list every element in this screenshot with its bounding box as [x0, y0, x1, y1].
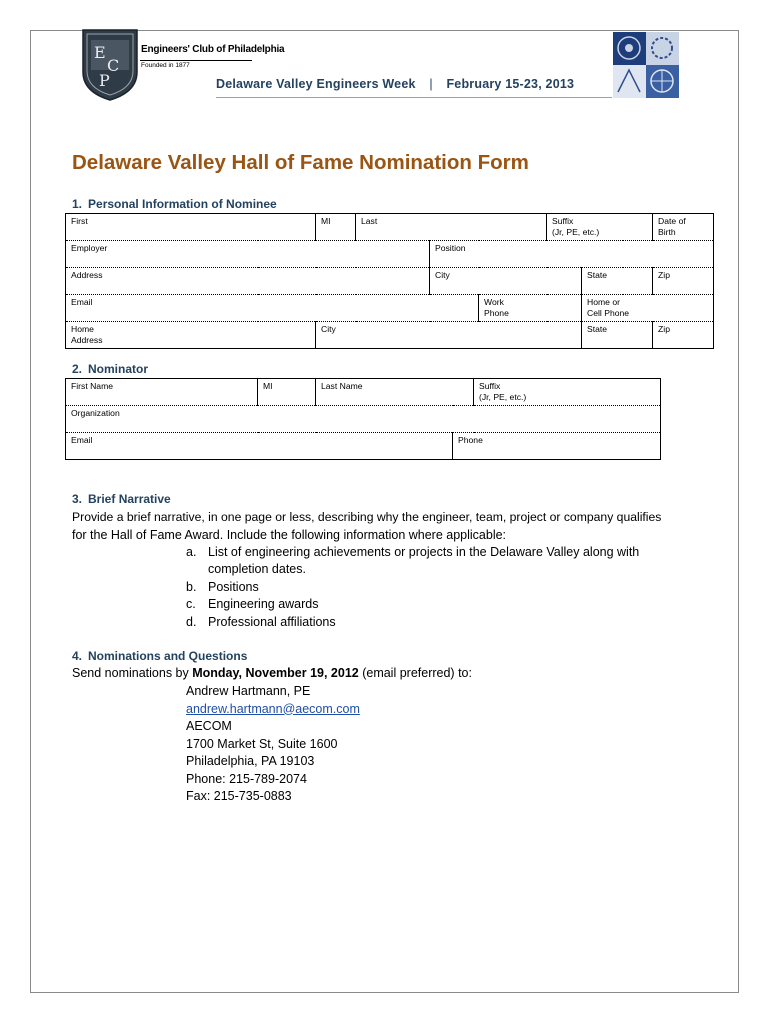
list-text: List of engineering achievements or projects in the Delaware Valley along with	[208, 545, 640, 559]
field-label: Birth	[658, 227, 676, 237]
nominator-mi-field[interactable]	[258, 379, 316, 406]
form-title: Delaware Valley Hall of Fame Nomination Form	[72, 151, 529, 174]
section-heading-nominations	[72, 649, 247, 663]
contact-block	[186, 683, 360, 806]
field-label: Date of	[658, 216, 686, 226]
event-dates: February 15-23, 2013	[446, 77, 575, 91]
deadline-date: Monday, November 19, 2012	[192, 666, 359, 680]
field-label: City	[435, 270, 450, 280]
nominee-state-field[interactable]	[582, 268, 653, 295]
engineering-collage-icon	[613, 32, 679, 98]
nominee-work-phone-field[interactable]	[479, 295, 582, 322]
logo-club-name: Engineers' Club of Philadelphia	[141, 44, 285, 55]
list-item	[186, 596, 319, 614]
nominee-dob-field[interactable]	[653, 214, 714, 241]
contact-name: Andrew Hartmann, PE	[186, 684, 311, 698]
list-marker: d.	[186, 615, 197, 629]
section-title: Nominations and Questions	[88, 649, 248, 663]
nominator-organization-field[interactable]	[66, 406, 661, 433]
nominee-home-phone-field[interactable]	[582, 295, 714, 322]
field-label: City	[321, 324, 336, 334]
field-label: Email	[71, 435, 93, 445]
list-item-continued: completion dates.	[208, 562, 306, 576]
section-title: Brief Narrative	[88, 492, 171, 506]
logo-founded: Founded in 1877	[141, 62, 190, 69]
event-tagline	[216, 77, 574, 91]
svg-text:E: E	[94, 43, 106, 62]
field-label: Organization	[71, 408, 120, 418]
nominee-position-field[interactable]	[430, 241, 714, 268]
field-label: Work	[484, 297, 504, 307]
field-label: Address	[71, 335, 103, 345]
list-text: Positions	[208, 580, 259, 594]
field-label: Suffix	[552, 216, 574, 226]
tagline-separator: |	[429, 77, 433, 91]
contact-city: Philadelphia, PA 19103	[186, 754, 315, 768]
section-heading-nominee	[72, 197, 277, 211]
nominee-suffix-field[interactable]	[547, 214, 653, 241]
logo-divider	[140, 60, 252, 61]
deadline-tail: (email preferred) to:	[358, 666, 472, 680]
field-label: First	[71, 216, 88, 226]
list-text: Professional affiliations	[208, 615, 336, 629]
field-label: Email	[71, 297, 93, 307]
field-label: Suffix	[479, 381, 501, 391]
nominee-home-zip-field[interactable]	[653, 322, 714, 349]
nominee-employer-field[interactable]	[66, 241, 430, 268]
field-label: MI	[263, 381, 273, 391]
section-heading-nominator	[72, 362, 148, 376]
event-name: Delaware Valley Engineers Week	[216, 77, 416, 91]
list-marker: c.	[186, 597, 196, 611]
section-heading-narrative	[72, 492, 171, 506]
field-label: (Jr, PE, etc.)	[552, 227, 600, 237]
field-label: MI	[321, 216, 331, 226]
section-number: 1.	[72, 197, 83, 211]
contact-fax: Fax: 215-735-0883	[186, 789, 292, 803]
nominator-last-field[interactable]	[316, 379, 474, 406]
field-label: Phone	[458, 435, 483, 445]
nominator-phone-field[interactable]	[453, 433, 661, 460]
contact-company: AECOM	[186, 719, 232, 733]
field-label: First Name	[71, 381, 114, 391]
nominee-zip-field[interactable]	[653, 268, 714, 295]
nominator-first-field[interactable]	[66, 379, 258, 406]
list-marker: a.	[186, 545, 197, 559]
contact-phone: Phone: 215-789-2074	[186, 771, 307, 786]
section-number: 3.	[72, 492, 83, 506]
field-label: Address	[71, 270, 103, 280]
field-label: Employer	[71, 243, 108, 253]
narrative-line: for the Hall of Fame Award. Include the following information where applicable:	[72, 527, 507, 542]
nominator-email-field[interactable]	[66, 433, 453, 460]
field-label: Phone	[484, 308, 509, 318]
section-number: 4.	[72, 649, 83, 663]
nominee-home-state-field[interactable]	[582, 322, 653, 349]
section-title: Nominator	[88, 362, 149, 376]
nominee-mi-field[interactable]	[316, 214, 356, 241]
list-item	[186, 614, 336, 632]
list-item	[186, 544, 640, 562]
field-label: Last Name	[321, 381, 363, 391]
nomination-deadline	[72, 665, 472, 683]
field-label: Home or	[587, 297, 620, 307]
svg-text:C: C	[107, 56, 120, 75]
nominee-home-city-field[interactable]	[316, 322, 582, 349]
nominator-table	[65, 378, 661, 460]
header-rule	[216, 97, 612, 98]
field-label: State	[587, 324, 608, 334]
list-item	[186, 579, 259, 597]
nominee-email-field[interactable]	[66, 295, 479, 322]
list-marker: b.	[186, 580, 197, 594]
narrative-line: Provide a brief narrative, in one page or less, describing why the engineer, team, project or company qualifies	[72, 510, 662, 524]
nominee-address-field[interactable]	[66, 268, 430, 295]
nominee-home-address-field[interactable]	[66, 322, 316, 349]
field-label: Position	[435, 243, 466, 253]
nominator-suffix-field[interactable]	[474, 379, 661, 406]
field-label: Cell Phone	[587, 308, 630, 318]
field-label: Zip	[658, 324, 670, 334]
section-title: Personal Information of Nominee	[88, 197, 277, 211]
contact-email-link[interactable]: andrew.hartmann@aecom.com	[186, 701, 360, 716]
deadline-lead: Send nominations by	[72, 666, 193, 680]
field-label: State	[587, 270, 608, 280]
field-label: Last	[361, 216, 378, 226]
nominee-table	[65, 213, 714, 349]
field-label: (Jr, PE, etc.)	[479, 392, 527, 402]
narrative-instructions	[72, 509, 722, 544]
section-number: 2.	[72, 362, 83, 376]
contact-street: 1700 Market St, Suite 1600	[186, 736, 338, 751]
nominee-city-field[interactable]	[430, 268, 582, 295]
svg-text:P: P	[99, 71, 110, 90]
field-label: Home	[71, 324, 94, 334]
nominee-first-field[interactable]	[66, 214, 316, 241]
nominee-last-field[interactable]	[356, 214, 547, 241]
field-label: Zip	[658, 270, 670, 280]
list-text: Engineering awards	[208, 597, 319, 611]
